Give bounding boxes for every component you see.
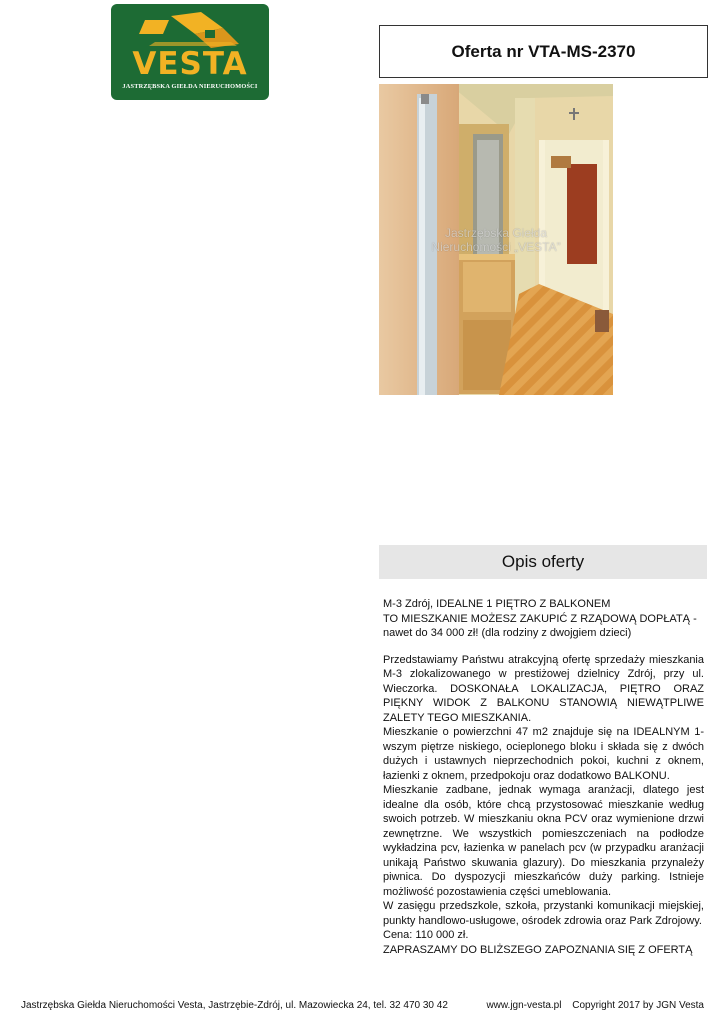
- description-paragraph-3: Mieszkanie zadbane, jednak wymaga aranżacji, dlatego jest idealne dla osób, które chcą przystosować mieszkanie według swoich potrzeb. W mieszkaniu okna PCV oraz wymienione drzwi zewnętrzne. We wszystkich pomieszczeniach na podłodze wykładzina pcv, łazienka w panelach pcv (w przypadku aranżacji unikają Państwo skuwania glazury). Do mieszkania przynależy piwnica. Do dyspozycji mieszkańców duży parking. Istnieje możliwość pozostawienia części umeblowania.: [383, 784, 704, 898]
- vesta-logo: [111, 4, 269, 100]
- offer-description: [383, 597, 704, 957]
- footer-company-info: Jastrzębska Giełda Nieruchomości Vesta, Jastrzębie-Zdrój, ul. Mazowiecka 24, tel. 32 470 30 42: [21, 1000, 448, 1011]
- description-paragraph-2: Mieszkanie o powierzchni 47 m2 znajduje się na IDEALNYM 1-wszym piętrze niskiego, ocieplonego bloku i składa się z dwóch dużych i ustawnych nieprzechodnich pokoi, kuchni z oknem, łazienki z oknem, przedpokoju oraz dodatkowo BALKONU.: [383, 726, 704, 782]
- paragraph-gap: [383, 641, 704, 653]
- description-closing: ZAPRASZAMY DO BLIŻSZEGO ZAPOZNANIA SIĘ Z OFERTĄ: [383, 943, 693, 956]
- offer-title-box: [379, 25, 708, 78]
- description-price: Cena: 110 000 zł.: [383, 929, 469, 941]
- logo-wordmark: VESTA: [132, 46, 248, 82]
- property-photo: [379, 84, 613, 395]
- description-heading: Opis oferty: [501, 552, 585, 571]
- footer-copyright: Copyright 2017 by JGN Vesta: [572, 1000, 704, 1011]
- watermark-line-1: Jastrzębska Giełda: [444, 226, 548, 240]
- logo-subtitle: JASTRZĘBSKA GIEŁDA NIERUCHOMOŚCI: [122, 83, 258, 90]
- description-line-2: TO MIESZKANIE MOŻESZ ZAKUPIĆ Z RZĄDOWĄ DOPŁATĄ - nawet do 34 000 zł! (dla rodziny z dwojgiem dzieci): [383, 612, 697, 639]
- footer-website-link[interactable]: www.jgn-vesta.pl: [486, 1000, 562, 1011]
- description-line-1: M-3 Zdrój, IDEALNE 1 PIĘTRO Z BALKONEM: [383, 598, 611, 610]
- watermark-line-2: Nieruchomości „VESTA”: [431, 240, 561, 254]
- description-paragraph-4: W zasięgu przedszkole, szkoła, przystanki komunikacji miejskiej, punkty handlowo-usługowe, ośrodek zdrowia oraz Park Zdrojowy.: [383, 900, 704, 927]
- description-paragraph-1: Przedstawiamy Państwu atrakcyjną ofertę sprzedaży mieszkania M-3 zlokalizowanego w prestiżowej dzielnicy Zdrój, przy ul. Wieczorka. DOSKONAŁA LOKALIZACJA, PIĘTRO ORAZ PIĘKNY WIDOK Z BALKONU STANOWIĄ NIEWĄTPLIWE ZALETY TEGO MIESZKANIA.: [383, 653, 704, 724]
- offer-title: Oferta nr VTA-MS-2370: [451, 41, 636, 61]
- description-heading-bar: [379, 545, 707, 579]
- footer-right: [486, 1000, 704, 1011]
- photo-watermark: [379, 226, 613, 254]
